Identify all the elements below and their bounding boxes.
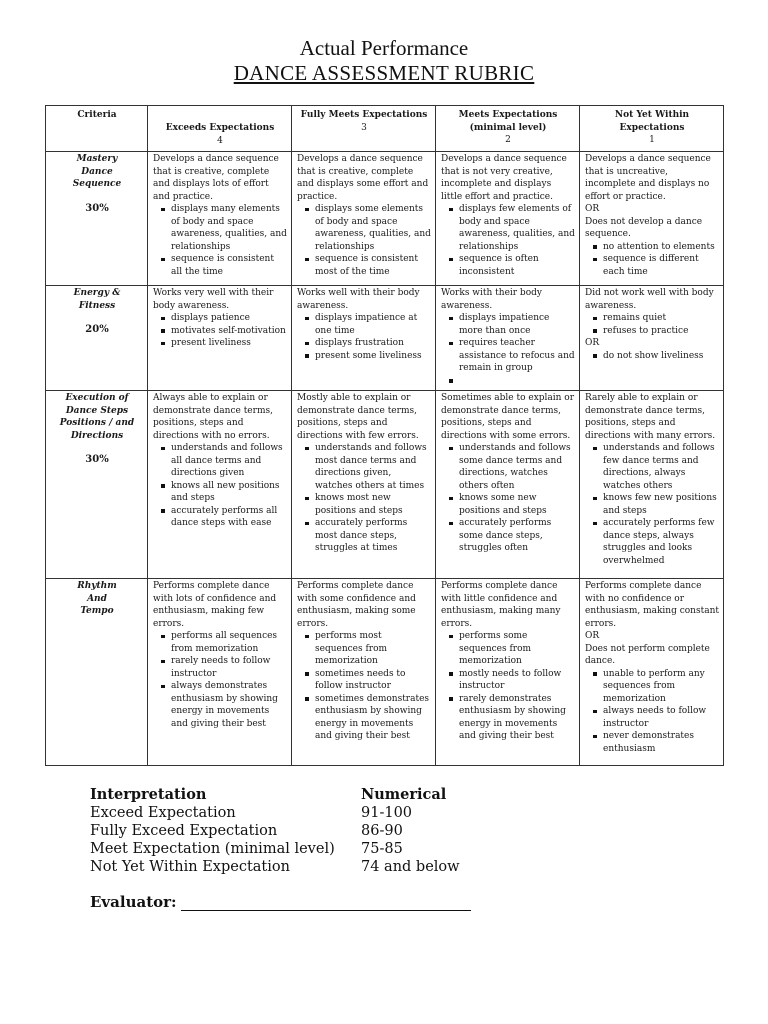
interpretation-label: Exceed Expectation xyxy=(90,805,236,821)
cell-bullet-list xyxy=(297,630,431,743)
bullet-item: do not show liveliness xyxy=(603,350,719,363)
bullet-item: never demonstrates enthusiasm xyxy=(603,730,719,755)
bullet-item: remains quiet xyxy=(603,312,719,325)
header-not-yet: Not Yet Within Expectations 1 xyxy=(580,106,724,152)
bullet-item xyxy=(459,375,575,388)
rubric-cell xyxy=(292,286,436,391)
cell-bullet-list xyxy=(153,312,287,350)
rubric-row xyxy=(46,152,724,286)
bullet-item: mostly needs to follow instructor xyxy=(459,668,575,693)
rubric-cell xyxy=(292,391,436,579)
document-title: Actual Performance xyxy=(299,36,469,60)
interpretation-row xyxy=(90,840,460,858)
cell-description: Develops a dance sequence that is creative, complete and displays lots of effort and practice. xyxy=(153,154,279,202)
interpretation-label: Fully Exceed Expectation xyxy=(90,823,278,839)
bullet-item: understands and follows few dance terms and directions, always watches others xyxy=(603,442,719,492)
cell-description: Develops a dance sequence that is creative, complete and displays some effort and practice. xyxy=(297,154,429,202)
interpretation-range: 74 and below xyxy=(361,859,460,875)
cell-description: Performs complete dance with some confidence and enthusiasm, making some errors. xyxy=(297,581,416,629)
criterion-name: Rhythm And Tempo xyxy=(77,581,117,616)
bullet-item: sequence is different each time xyxy=(603,253,719,278)
bullet-item: refuses to practice xyxy=(603,325,719,338)
bullet-item: sometimes demonstrates enthusiasm by showing energy in movements and giving their best xyxy=(315,693,430,741)
bullet-item: always needs to follow instructor xyxy=(603,705,719,730)
bullet-item: understands and follows some dance terms and directions, watches others often xyxy=(459,442,575,492)
criterion-weight: 30% xyxy=(85,454,109,465)
interpretation-header xyxy=(90,786,460,804)
bullet-item: displays some elements of body and space awareness, qualities, and relationships xyxy=(315,204,431,252)
bullet-item: understands and follows most dance terms and directions given, watches others at times xyxy=(315,442,431,492)
interpretation-label: Meet Expectation (minimal level) xyxy=(90,841,335,857)
criterion-name: Mastery Dance Sequence xyxy=(72,154,122,189)
cell-bullet-list xyxy=(153,442,287,530)
document-subtitle: DANCE ASSESSMENT RUBRIC xyxy=(233,61,535,85)
criterion-cell xyxy=(46,286,148,391)
bullet-item: understands and follows all dance terms and directions given xyxy=(171,442,287,480)
header-row xyxy=(46,106,724,152)
evaluator-field xyxy=(90,893,471,911)
criterion-name: Execution of Dance Steps Positions / and Directions xyxy=(59,393,135,441)
bullet-item: present some liveliness xyxy=(315,350,431,363)
criterion-weight: 30% xyxy=(85,202,109,214)
rubric-cell xyxy=(580,286,724,391)
cell-bullet-list xyxy=(585,442,719,567)
bullet-item: accurately performs most dance steps, struggles at times xyxy=(315,517,431,555)
rubric-cell xyxy=(148,152,292,286)
bullet-item: displays few elements of body and space awareness, qualities, and relationships xyxy=(459,204,575,252)
bullet-item: displays impatience more than once xyxy=(459,312,575,337)
bullet-item: sequence is consistent most of the time xyxy=(315,253,431,278)
rubric-cell xyxy=(580,579,724,766)
bullet-item: knows some new positions and steps xyxy=(459,492,575,517)
interpretation-row xyxy=(90,822,460,840)
evaluator-signature-line[interactable] xyxy=(181,896,471,911)
cell-description: Performs complete dance with lots of confidence and enthusiasm, making few errors. xyxy=(153,581,277,629)
cell-description: Mostly able to explain or demonstrate dance terms, positions, steps and directions with few errors. xyxy=(297,393,419,441)
bullet-item: knows all new positions and steps xyxy=(171,480,287,505)
cell-description: Did not work well with body awareness. xyxy=(585,288,714,311)
bullet-item: motivates self-motivation xyxy=(171,325,286,336)
bullet-item: always demonstrates enthusiasm by showing energy in movements and giving their best xyxy=(171,680,287,730)
rubric-cell xyxy=(436,391,580,579)
rubric-cell xyxy=(436,286,580,391)
bullet-item: requires teacher assistance to refocus and remain in group xyxy=(459,338,575,373)
cell-description: Sometimes able to explain or demonstrate dance terms, positions, steps and directions with some errors. xyxy=(441,393,575,441)
interpretation-row xyxy=(90,858,460,876)
rubric-row xyxy=(46,391,724,579)
bullet-item: present liveliness xyxy=(171,337,287,350)
bullet-item: accurately performs some dance steps, struggles often xyxy=(459,517,575,555)
cell-bullet-list xyxy=(297,442,431,555)
bullet-item: unable to perform any sequences from memorization xyxy=(603,668,719,706)
bullet-item: accurately performs few dance steps, always struggles and looks overwhelmed xyxy=(603,517,719,567)
bullet-item: accurately performs all dance steps with ease xyxy=(171,505,287,530)
bullet-item: sequence is consistent all the time xyxy=(171,253,287,278)
bullet-item: no attention to elements xyxy=(603,241,719,254)
cell-bullet-list xyxy=(585,312,719,337)
interpretation-range: 75-85 xyxy=(361,841,403,857)
rubric-cell xyxy=(580,391,724,579)
evaluator-label: Evaluator: xyxy=(90,893,177,911)
cell-description: Works with their body awareness. xyxy=(441,288,542,311)
header-fully-meets: Fully Meets Expectations 3 xyxy=(292,106,436,152)
interpretation-col1-header: Interpretation xyxy=(90,786,207,803)
bullet-item: knows few new positions and steps xyxy=(603,492,719,517)
bullet-item: performs most sequences from memorization xyxy=(315,630,431,668)
cell-description: Rarely able to explain or demonstrate dance terms, positions, steps and directions with many errors. xyxy=(585,393,716,441)
rubric-cell xyxy=(148,579,292,766)
criterion-name: Energy & Fitness xyxy=(73,288,121,311)
rubric-cell xyxy=(436,579,580,766)
cell-or-text: OR xyxy=(585,338,600,348)
bullet-item: rarely demonstrates enthusiasm by showing energy in movements and giving their best xyxy=(459,693,575,743)
bullet-item: displays frustration xyxy=(315,337,431,350)
criterion-cell xyxy=(46,579,148,766)
rubric-cell xyxy=(292,152,436,286)
rubric-cell xyxy=(148,286,292,391)
bullet-item: displays patience xyxy=(171,312,287,325)
cell-bullet-list xyxy=(297,203,431,278)
interpretation-table xyxy=(90,786,460,876)
cell-description: Develops a dance sequence that is not very creative, incomplete and displays little effort and practice. xyxy=(441,154,567,202)
bullet-item: displays many elements of body and space awareness, qualities, and relationships xyxy=(171,204,287,252)
criterion-cell xyxy=(46,391,148,579)
cell-bullet-list xyxy=(441,312,575,387)
rubric-table xyxy=(45,105,724,766)
header-meets: Meets Expectations (minimal level) 2 xyxy=(436,106,580,152)
rubric-row xyxy=(46,286,724,391)
cell-bullet-list xyxy=(153,203,287,278)
interpretation-range: 86-90 xyxy=(361,823,403,839)
bullet-item: sometimes needs to follow instructor xyxy=(315,668,431,693)
cell-bullet-list xyxy=(585,668,719,756)
cell-description: Always able to explain or demonstrate dance terms, positions, steps and directions with no errors. xyxy=(153,393,273,441)
interpretation-label: Not Yet Within Expectation xyxy=(90,859,290,875)
rubric-cell xyxy=(292,579,436,766)
cell-bullet-list xyxy=(585,241,719,279)
interpretation-range: 91-100 xyxy=(361,805,413,821)
cell-bullet-list xyxy=(441,630,575,743)
interpretation-col2-header: Numerical xyxy=(361,786,447,803)
cell-description: Works well with their body awareness. xyxy=(297,288,420,311)
cell-bullet-list xyxy=(441,442,575,555)
cell-description: Works very well with their body awareness. xyxy=(153,288,274,311)
cell-description: Performs complete dance with no confidence or enthusiasm, making constant errors. OR Does not perform complete dance. xyxy=(585,581,719,666)
rubric-cell xyxy=(148,391,292,579)
cell-description: Performs complete dance with little confidence and enthusiasm, making many errors. xyxy=(441,581,561,629)
rubric-row xyxy=(46,579,724,766)
cell-bullet-list xyxy=(441,203,575,278)
interpretation-row xyxy=(90,804,460,822)
cell-bullet-list xyxy=(153,630,287,730)
rubric-cell xyxy=(436,152,580,286)
bullet-item: sequence is often inconsistent xyxy=(459,253,575,278)
bullet-item: knows most new positions and steps xyxy=(315,492,431,517)
bullet-item: displays impatience at one time xyxy=(315,312,431,337)
criterion-cell xyxy=(46,152,148,286)
header-exceeds: Exceeds Expectations 4 xyxy=(148,106,292,152)
header-criteria: Criteria xyxy=(46,106,148,152)
bullet-item: rarely needs to follow instructor xyxy=(171,655,287,680)
cell-description: Develops a dance sequence that is uncreative, incomplete and displays no effort or practice. OR Does not develop a dance sequence. xyxy=(585,154,711,239)
bullet-item: performs all sequences from memorization xyxy=(171,630,287,655)
rubric-cell xyxy=(580,152,724,286)
bullet-item: performs some sequences from memorization xyxy=(459,630,575,668)
criterion-weight: 20% xyxy=(85,324,109,335)
cell-bullet-list xyxy=(585,350,719,363)
cell-bullet-list xyxy=(297,312,431,362)
